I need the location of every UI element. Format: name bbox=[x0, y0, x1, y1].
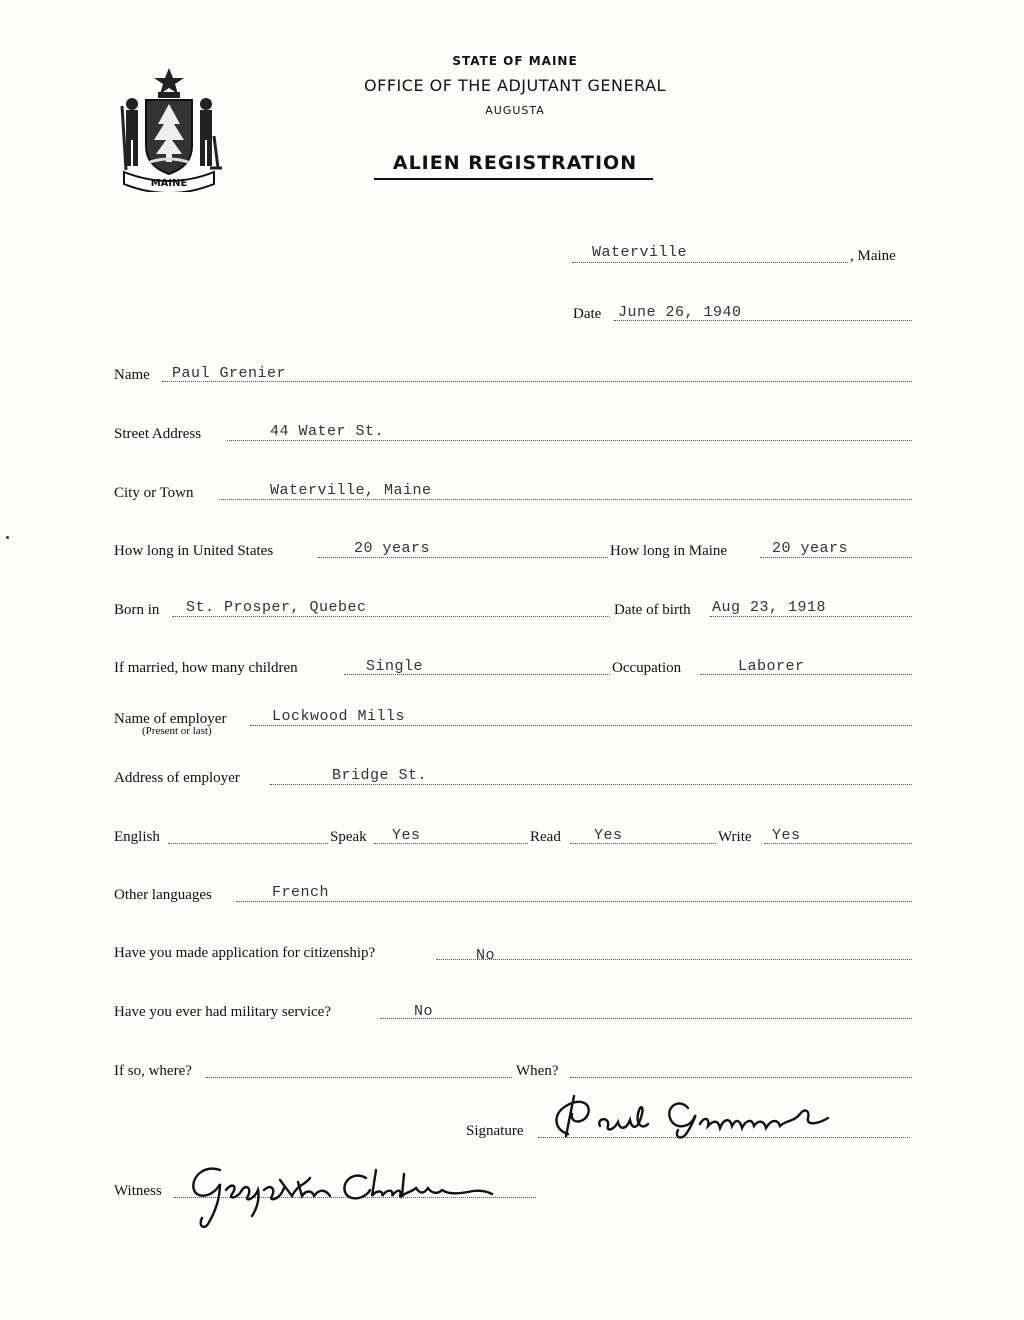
employer-address-label: Address of employer bbox=[114, 770, 240, 786]
employer-address-line bbox=[270, 784, 912, 785]
occupation-label: Occupation bbox=[612, 660, 682, 676]
other-languages-value: French bbox=[272, 884, 330, 901]
dob-label: Date of birth bbox=[614, 602, 691, 618]
when-label: When? bbox=[516, 1063, 559, 1079]
other-languages-line bbox=[236, 901, 912, 902]
maine-time-value: 20 years bbox=[772, 540, 849, 557]
maine-time-line bbox=[760, 557, 912, 558]
occupation-value: Laborer bbox=[738, 658, 805, 675]
where-label: If so, where? bbox=[114, 1063, 192, 1079]
where-line bbox=[206, 1077, 512, 1078]
english-label: English bbox=[114, 829, 160, 845]
military-value: No bbox=[414, 1003, 434, 1020]
when-line bbox=[570, 1077, 912, 1078]
margin-speck bbox=[6, 536, 9, 539]
military-label: Have you ever had military service? bbox=[114, 1004, 331, 1020]
employer-value: Lockwood Mills bbox=[272, 708, 406, 725]
dob-line bbox=[710, 616, 912, 617]
seal-banner-text: MAINE bbox=[150, 178, 188, 189]
date-value: June 26, 1940 bbox=[618, 304, 742, 321]
us-time-value: 20 years bbox=[354, 540, 431, 557]
witness-handwriting bbox=[180, 1160, 510, 1230]
city-line bbox=[219, 499, 912, 500]
born-line bbox=[172, 616, 610, 617]
city-heading: AUGUSTA bbox=[485, 104, 545, 117]
other-languages-label: Other languages bbox=[114, 887, 212, 903]
write-label: Write bbox=[718, 829, 752, 845]
speak-value: Yes bbox=[392, 827, 421, 844]
citizenship-label: Have you made application for citizenship? bbox=[114, 945, 376, 961]
read-line bbox=[570, 843, 716, 844]
children-label: If married, how many children bbox=[114, 660, 298, 676]
born-label: Born in bbox=[114, 602, 160, 618]
military-line bbox=[380, 1018, 912, 1019]
children-value: Single bbox=[366, 658, 424, 675]
city-label: City or Town bbox=[114, 485, 194, 501]
street-label: Street Address bbox=[114, 426, 202, 442]
employer-address-value: Bridge St. bbox=[332, 767, 428, 784]
name-label: Name bbox=[114, 367, 150, 383]
dob-value: Aug 23, 1918 bbox=[712, 599, 827, 616]
street-line bbox=[227, 440, 912, 441]
maine-time-label: How long in Maine bbox=[610, 543, 728, 559]
english-line bbox=[168, 843, 328, 844]
us-time-line bbox=[318, 557, 608, 558]
office-heading: OFFICE OF THE ADJUTANT GENERAL bbox=[364, 76, 666, 95]
date-label: Date bbox=[573, 306, 602, 322]
read-label: Read bbox=[530, 829, 561, 845]
occupation-line bbox=[700, 674, 912, 675]
citizenship-line bbox=[436, 959, 912, 960]
citizenship-value: No bbox=[476, 947, 496, 964]
title-underline bbox=[374, 178, 653, 180]
name-value: Paul Grenier bbox=[172, 365, 287, 382]
place-line bbox=[572, 262, 848, 263]
place-suffix: , Maine bbox=[850, 248, 896, 264]
born-value: St. Prosper, Quebec bbox=[186, 599, 367, 616]
signature-handwriting bbox=[548, 1084, 898, 1144]
employer-label: Name of employer bbox=[114, 711, 227, 727]
us-time-label: How long in United States bbox=[114, 543, 274, 559]
write-value: Yes bbox=[772, 827, 801, 844]
street-value: 44 Water St. bbox=[270, 423, 385, 440]
witness-label: Witness bbox=[114, 1183, 162, 1199]
place-value: Waterville bbox=[592, 244, 688, 261]
read-value: Yes bbox=[594, 827, 623, 844]
employer-sublabel: (Present or last) bbox=[142, 725, 212, 737]
employer-line bbox=[250, 725, 912, 726]
signature-label: Signature bbox=[466, 1123, 524, 1139]
form-title: ALIEN REGISTRATION bbox=[392, 152, 638, 174]
speak-label: Speak bbox=[330, 829, 367, 845]
city-value: Waterville, Maine bbox=[270, 482, 432, 499]
state-heading: STATE OF MAINE bbox=[452, 54, 578, 68]
